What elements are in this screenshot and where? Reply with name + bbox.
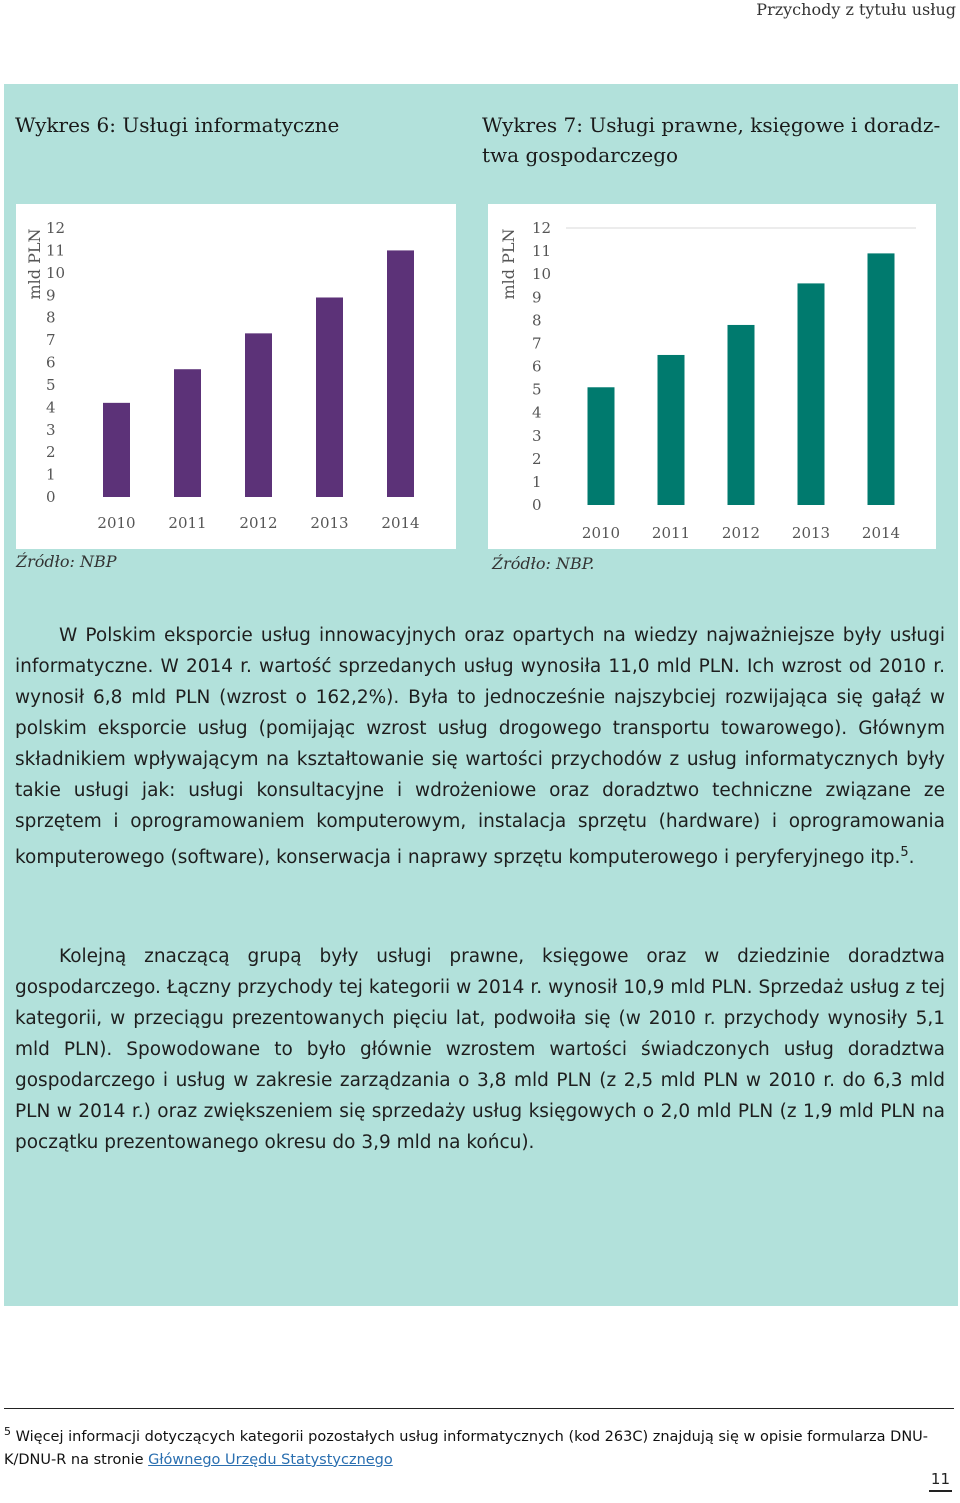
chart7 — [488, 204, 936, 549]
paragraph-1-end: . — [908, 847, 915, 869]
chart6-y-tick-label: 8 — [46, 308, 56, 327]
chart6-x-tick-label: 2010 — [97, 514, 136, 532]
chart6-y-tick-label: 1 — [46, 465, 56, 484]
chart6-y-tick-label: 12 — [46, 219, 66, 237]
running-header: Przychody z tytułu usług — [756, 0, 956, 19]
chart7-bar-2011 — [658, 355, 685, 505]
page-number: 11 — [929, 1470, 952, 1492]
chart6-x-tick-label: 2012 — [239, 514, 278, 532]
chart6-y-tick-label: 11 — [46, 241, 66, 260]
paragraph-1-text: W Polskim eksporcie usług innowacyjnych oraz opartych na wiedzy najważniejsze były usługi informatyczne. W 2014 r. wartość sprzedanych usług wynosiła 11,0 mld PLN. Ich wzrost od 2010 r. wynosił 6,8 mld PLN (wzrost o 162,2%). Była to jednocześnie najszybciej rozwijająca się gałąź w polskim eksporcie usług (pomijając wzrost usług drogowego transportu towarowego). Głównym składnikiem wpływającym na kształtowanie się wartości przychodów z usług informatycznych były takie usługi jak: usługi konsultacyjne i wdrożeniowe oraz doradztwo techniczne związane ze sprzętem i oprogramowaniem komputerowym, instalacja sprzętu (hardware) i oprogramowania komputerowego (software), konserwacja i naprawy sprzętu komputerowego i peryferyjnego itp. — [15, 625, 945, 869]
paragraph-2: Kolejną znaczącą grupą były usługi prawne, księgowe oraz w dziedzinie doradztwa gospodarczego. Łączny przychody tej kategorii w 2014 r. wynosił 10,9 mld PLN. Sprzedaż usług z tej kategorii, w przeciągu prezentowanych pięciu lat, podwoiła się (w 2010 r. przychody wynosiły 5,1 mld PLN). Spowodowane to było głównie wzrostem wartości świadczonych usług doradztwa gospodarczego i usług w zakresie zarządzania o 3,8 mld PLN (z 2,5 mld PLN w 2010 r. do 6,3 mld PLN w 2014 r.) oraz zwiększeniem się sprzedaży usług księgowych o 2,0 mld PLN (z 1,9 mld PLN na początku prezentowanego okresu do 3,9 mld na końcu). — [15, 946, 945, 1153]
chart7-y-tick-label: 10 — [532, 265, 552, 284]
footnote-separator — [4, 1408, 954, 1409]
chart7-title-line1: Wykres 7: Usługi prawne, księgowe i doradz- — [482, 113, 941, 137]
chart6-bar-2011 — [174, 369, 201, 497]
chart7-y-tick-label: 4 — [532, 403, 542, 422]
chart7-y-tick-label: 8 — [532, 311, 542, 330]
chart7-y-tick-label: 1 — [532, 472, 542, 491]
chart7-title-line2: twa gospodarczego — [482, 143, 679, 167]
chart6-svg — [16, 204, 456, 549]
chart7-svg — [488, 204, 936, 549]
chart7-y-tick-label: 9 — [532, 288, 542, 307]
chart7-y-axis-label: mld PLN — [499, 228, 518, 300]
chart6-y-tick-label: 0 — [46, 488, 56, 506]
chart6-bar-2012 — [245, 333, 272, 497]
chart6-y-tick-label: 6 — [46, 353, 56, 372]
chart6-bar-2014 — [387, 250, 414, 497]
chart7-source: Źródło: NBP. — [492, 554, 595, 573]
chart7-y-tick-label: 2 — [532, 449, 542, 468]
chart7-y-tick-label: 5 — [532, 380, 542, 399]
chart6-bar-2010 — [103, 403, 130, 497]
chart6-y-tick-label: 10 — [46, 263, 66, 282]
chart6-y-tick-label: 4 — [46, 398, 56, 417]
chart7-bar-2014 — [868, 253, 895, 505]
chart7-y-tick-label: 7 — [532, 334, 542, 353]
chart6-y-tick-label: 9 — [46, 286, 56, 305]
chart7-y-tick-label: 6 — [532, 357, 542, 376]
gus-link[interactable]: Głównego Urzędu Statystycznego — [148, 1451, 393, 1468]
footnote-number: 5 — [4, 1425, 11, 1438]
chart6-y-axis-label: mld PLN — [25, 228, 44, 300]
footnote-text: Więcej informacji dotyczących kategorii pozostałych usług informatycznych (kod 263C) znajdują się w opisie formularza DNU-K/DNU-R na stronie — [4, 1428, 929, 1468]
chart6-source: Źródło: NBP — [16, 552, 117, 571]
chart6-x-tick-label: 2014 — [381, 514, 420, 532]
chart7-y-tick-label: 11 — [532, 242, 552, 261]
chart7-bar-2012 — [728, 325, 755, 505]
footnote-ref[interactable]: 5 — [900, 845, 909, 860]
chart7-y-tick-label: 3 — [532, 426, 542, 445]
chart6 — [16, 204, 456, 549]
chart6-y-tick-label: 7 — [46, 331, 56, 350]
chart7-bar-2010 — [588, 387, 615, 505]
chart7-bar-2013 — [798, 283, 825, 505]
chart7-x-tick-label: 2013 — [791, 524, 831, 542]
chart6-bar-2013 — [316, 297, 343, 497]
paragraph-1 — [15, 620, 945, 873]
chart6-title: Wykres 6: Usługi informatyczne — [15, 113, 340, 137]
chart6-x-tick-label: 2013 — [310, 514, 349, 532]
chart6-y-tick-label: 2 — [46, 443, 56, 462]
footnote — [4, 1420, 954, 1472]
chart7-y-tick-label: 12 — [532, 219, 552, 237]
chart7-x-tick-label: 2011 — [651, 524, 691, 542]
chart7-y-tick-label: 0 — [532, 496, 542, 514]
chart6-x-tick-label: 2011 — [168, 514, 207, 532]
chart7-x-tick-label: 2010 — [581, 524, 621, 542]
chart7-x-tick-label: 2012 — [721, 524, 761, 542]
chart6-y-tick-label: 5 — [46, 375, 56, 394]
chart6-y-tick-label: 3 — [46, 420, 56, 439]
chart7-x-tick-label: 2014 — [861, 524, 901, 542]
